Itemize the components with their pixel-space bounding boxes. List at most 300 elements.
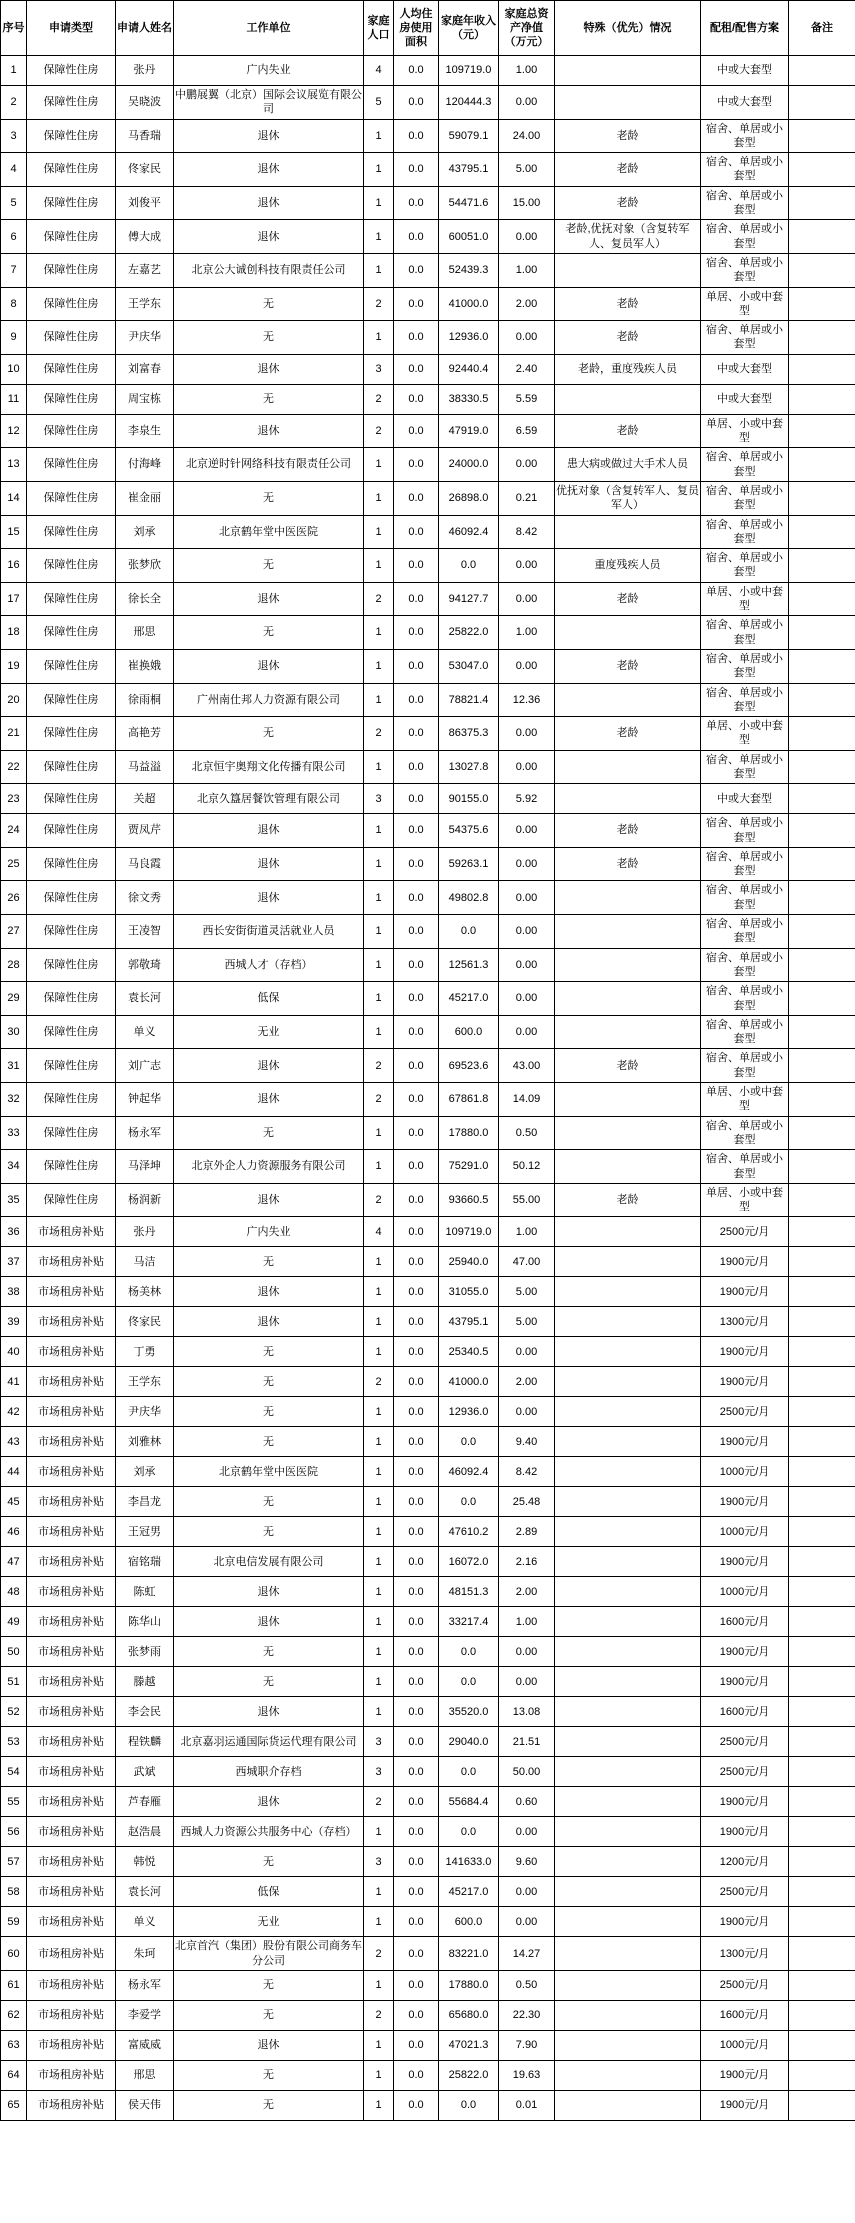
cell-family-size: 3 — [364, 1847, 394, 1877]
cell-remarks — [789, 86, 855, 120]
cell-remarks — [789, 881, 855, 915]
cell-application-type: 保障性住房 — [27, 186, 116, 220]
cell-remarks — [789, 448, 855, 482]
cell-family-annual-income: 31055.0 — [439, 1277, 499, 1307]
cell-special-priority-situation — [555, 1277, 701, 1307]
cell-family-annual-income: 35520.0 — [439, 1697, 499, 1727]
cell-family-net-assets: 0.00 — [499, 448, 555, 482]
table-row — [1, 1150, 855, 1184]
cell-applicant-name: 富威威 — [116, 2031, 174, 2061]
cell-application-type: 保障性住房 — [27, 56, 116, 86]
cell-remarks — [789, 1757, 855, 1787]
cell-remarks — [789, 253, 855, 287]
cell-applicant-name: 李会民 — [116, 1697, 174, 1727]
table-row — [1, 1397, 855, 1427]
cell-application-type: 保障性住房 — [27, 683, 116, 717]
cell-family-net-assets: 21.51 — [499, 1727, 555, 1757]
table-row — [1, 253, 855, 287]
cell-allocation-plan: 2500元/月 — [701, 1971, 789, 2001]
cell-serial-number: 8 — [1, 287, 27, 321]
cell-per-capita-living-area: 0.0 — [394, 1937, 439, 1971]
header-family-annual-income: 家庭年收入（元） — [439, 1, 499, 56]
cell-special-priority-situation: 老龄 — [555, 649, 701, 683]
cell-serial-number: 19 — [1, 649, 27, 683]
cell-per-capita-living-area: 0.0 — [394, 1427, 439, 1457]
table-header — [1, 1, 855, 56]
cell-serial-number: 50 — [1, 1637, 27, 1667]
cell-special-priority-situation: 优抚对象（含复转军人、复员军人） — [555, 481, 701, 515]
header-remarks: 备注 — [789, 1, 855, 56]
cell-special-priority-situation: 老龄 — [555, 186, 701, 220]
cell-serial-number: 40 — [1, 1337, 27, 1367]
cell-family-net-assets: 0.00 — [499, 982, 555, 1016]
cell-special-priority-situation — [555, 1487, 701, 1517]
cell-allocation-plan: 宿舍、单居或小套型 — [701, 948, 789, 982]
cell-remarks — [789, 814, 855, 848]
cell-family-annual-income: 12936.0 — [439, 321, 499, 355]
cell-remarks — [789, 1907, 855, 1937]
cell-family-annual-income: 47610.2 — [439, 1517, 499, 1547]
table-row — [1, 1607, 855, 1637]
cell-family-net-assets: 0.00 — [499, 915, 555, 949]
table-row — [1, 1337, 855, 1367]
cell-work-unit: 无业 — [174, 1907, 364, 1937]
cell-family-net-assets: 24.00 — [499, 119, 555, 153]
cell-applicant-name: 王凌智 — [116, 915, 174, 949]
cell-application-type: 市场租房补贴 — [27, 1847, 116, 1877]
cell-applicant-name: 马洁 — [116, 1247, 174, 1277]
cell-work-unit: 退休 — [174, 119, 364, 153]
cell-special-priority-situation — [555, 253, 701, 287]
cell-work-unit: 无 — [174, 1971, 364, 2001]
cell-application-type: 市场租房补贴 — [27, 1817, 116, 1847]
cell-work-unit: 无 — [174, 616, 364, 650]
cell-work-unit: 退休 — [174, 1183, 364, 1217]
cell-application-type: 保障性住房 — [27, 119, 116, 153]
cell-application-type: 保障性住房 — [27, 448, 116, 482]
cell-family-size: 1 — [364, 915, 394, 949]
cell-application-type: 市场租房补贴 — [27, 1517, 116, 1547]
cell-application-type: 保障性住房 — [27, 1116, 116, 1150]
cell-family-size: 2 — [364, 717, 394, 751]
cell-serial-number: 56 — [1, 1817, 27, 1847]
cell-application-type: 保障性住房 — [27, 354, 116, 384]
table-row — [1, 1217, 855, 1247]
cell-family-annual-income: 53047.0 — [439, 649, 499, 683]
cell-family-annual-income: 25340.5 — [439, 1337, 499, 1367]
cell-allocation-plan: 宿舍、单居或小套型 — [701, 1049, 789, 1083]
header-special-priority-situation: 特殊（优先）情况 — [555, 1, 701, 56]
table-row — [1, 220, 855, 254]
cell-family-size: 1 — [364, 119, 394, 153]
cell-serial-number: 47 — [1, 1547, 27, 1577]
cell-family-size: 1 — [364, 1877, 394, 1907]
cell-work-unit: 西城人才（存档） — [174, 948, 364, 982]
cell-serial-number: 10 — [1, 354, 27, 384]
cell-applicant-name: 滕越 — [116, 1667, 174, 1697]
cell-work-unit: 退休 — [174, 1577, 364, 1607]
cell-allocation-plan: 宿舍、单居或小套型 — [701, 1015, 789, 1049]
cell-family-net-assets: 0.60 — [499, 1787, 555, 1817]
cell-special-priority-situation — [555, 1150, 701, 1184]
cell-allocation-plan: 宿舍、单居或小套型 — [701, 253, 789, 287]
cell-family-annual-income: 48151.3 — [439, 1577, 499, 1607]
cell-special-priority-situation — [555, 881, 701, 915]
table-row — [1, 582, 855, 616]
cell-applicant-name: 尹庆华 — [116, 1397, 174, 1427]
table-row — [1, 2061, 855, 2091]
cell-special-priority-situation: 老龄 — [555, 814, 701, 848]
cell-work-unit: 退休 — [174, 2031, 364, 2061]
cell-remarks — [789, 1847, 855, 1877]
table-row — [1, 287, 855, 321]
cell-family-net-assets: 8.42 — [499, 1457, 555, 1487]
cell-family-net-assets: 0.00 — [499, 582, 555, 616]
cell-allocation-plan: 1900元/月 — [701, 1547, 789, 1577]
cell-family-annual-income: 12561.3 — [439, 948, 499, 982]
cell-family-size: 1 — [364, 515, 394, 549]
cell-family-size: 3 — [364, 784, 394, 814]
cell-per-capita-living-area: 0.0 — [394, 1907, 439, 1937]
cell-per-capita-living-area: 0.0 — [394, 1757, 439, 1787]
cell-applicant-name: 关超 — [116, 784, 174, 814]
cell-allocation-plan: 单居、小或中套型 — [701, 582, 789, 616]
cell-per-capita-living-area: 0.0 — [394, 56, 439, 86]
cell-allocation-plan: 1900元/月 — [701, 1367, 789, 1397]
cell-per-capita-living-area: 0.0 — [394, 515, 439, 549]
table-row — [1, 1183, 855, 1217]
cell-special-priority-situation — [555, 1667, 701, 1697]
cell-family-size: 2 — [364, 287, 394, 321]
cell-applicant-name: 刘广志 — [116, 1049, 174, 1083]
cell-remarks — [789, 2031, 855, 2061]
cell-serial-number: 43 — [1, 1427, 27, 1457]
cell-serial-number: 6 — [1, 220, 27, 254]
cell-family-net-assets: 0.00 — [499, 86, 555, 120]
cell-applicant-name: 王学东 — [116, 1367, 174, 1397]
cell-special-priority-situation — [555, 1116, 701, 1150]
cell-family-net-assets: 0.00 — [499, 1817, 555, 1847]
cell-family-annual-income: 67861.8 — [439, 1083, 499, 1117]
cell-applicant-name: 袁长河 — [116, 982, 174, 1016]
cell-special-priority-situation: 重度残疾人员 — [555, 549, 701, 583]
cell-family-annual-income: 59079.1 — [439, 119, 499, 153]
cell-family-size: 2 — [364, 1367, 394, 1397]
cell-work-unit: 广内失业 — [174, 1217, 364, 1247]
table-row — [1, 1667, 855, 1697]
cell-remarks — [789, 1307, 855, 1337]
cell-special-priority-situation — [555, 2031, 701, 2061]
cell-work-unit: 退休 — [174, 1607, 364, 1637]
cell-application-type: 市场租房补贴 — [27, 1787, 116, 1817]
table-row — [1, 1307, 855, 1337]
cell-family-net-assets: 5.00 — [499, 1277, 555, 1307]
cell-serial-number: 24 — [1, 814, 27, 848]
cell-remarks — [789, 1877, 855, 1907]
cell-allocation-plan: 中或大套型 — [701, 56, 789, 86]
cell-allocation-plan: 宿舍、单居或小套型 — [701, 616, 789, 650]
cell-application-type: 保障性住房 — [27, 750, 116, 784]
cell-applicant-name: 崔换娥 — [116, 649, 174, 683]
cell-family-annual-income: 43795.1 — [439, 1307, 499, 1337]
cell-family-net-assets: 1.00 — [499, 56, 555, 86]
cell-applicant-name: 杨润新 — [116, 1183, 174, 1217]
cell-remarks — [789, 683, 855, 717]
cell-applicant-name: 李昌龙 — [116, 1487, 174, 1517]
table-row — [1, 649, 855, 683]
cell-allocation-plan: 单居、小或中套型 — [701, 1083, 789, 1117]
cell-application-type: 保障性住房 — [27, 582, 116, 616]
cell-remarks — [789, 1547, 855, 1577]
cell-serial-number: 45 — [1, 1487, 27, 1517]
cell-remarks — [789, 153, 855, 187]
cell-work-unit: 无 — [174, 2001, 364, 2031]
cell-allocation-plan: 1900元/月 — [701, 1487, 789, 1517]
cell-serial-number: 52 — [1, 1697, 27, 1727]
cell-remarks — [789, 287, 855, 321]
cell-serial-number: 63 — [1, 2031, 27, 2061]
cell-per-capita-living-area: 0.0 — [394, 1877, 439, 1907]
cell-applicant-name: 赵浩晨 — [116, 1817, 174, 1847]
cell-family-size: 3 — [364, 354, 394, 384]
cell-application-type: 保障性住房 — [27, 649, 116, 683]
cell-remarks — [789, 1015, 855, 1049]
cell-family-net-assets: 6.59 — [499, 414, 555, 448]
cell-serial-number: 57 — [1, 1847, 27, 1877]
cell-serial-number: 29 — [1, 982, 27, 1016]
table-row — [1, 915, 855, 949]
cell-family-size: 1 — [364, 616, 394, 650]
cell-family-annual-income: 120444.3 — [439, 86, 499, 120]
cell-family-annual-income: 141633.0 — [439, 1847, 499, 1877]
cell-family-annual-income: 41000.0 — [439, 1367, 499, 1397]
cell-family-size: 1 — [364, 2061, 394, 2091]
cell-allocation-plan: 宿舍、单居或小套型 — [701, 847, 789, 881]
cell-serial-number: 17 — [1, 582, 27, 616]
cell-per-capita-living-area: 0.0 — [394, 1397, 439, 1427]
cell-family-net-assets: 8.42 — [499, 515, 555, 549]
cell-family-annual-income: 59263.1 — [439, 847, 499, 881]
cell-family-annual-income: 92440.4 — [439, 354, 499, 384]
cell-family-size: 1 — [364, 1667, 394, 1697]
table-row — [1, 948, 855, 982]
cell-family-net-assets: 0.00 — [499, 549, 555, 583]
cell-work-unit: 西城职介存档 — [174, 1757, 364, 1787]
cell-family-net-assets: 0.00 — [499, 1877, 555, 1907]
cell-remarks — [789, 1667, 855, 1697]
cell-family-annual-income: 52439.3 — [439, 253, 499, 287]
cell-remarks — [789, 481, 855, 515]
cell-application-type: 保障性住房 — [27, 414, 116, 448]
cell-family-size: 1 — [364, 683, 394, 717]
cell-family-size: 1 — [364, 481, 394, 515]
cell-special-priority-situation — [555, 1217, 701, 1247]
cell-special-priority-situation — [555, 515, 701, 549]
table-row — [1, 616, 855, 650]
cell-per-capita-living-area: 0.0 — [394, 1337, 439, 1367]
cell-serial-number: 25 — [1, 847, 27, 881]
cell-work-unit: 无 — [174, 1427, 364, 1457]
cell-per-capita-living-area: 0.0 — [394, 1577, 439, 1607]
cell-remarks — [789, 1817, 855, 1847]
cell-family-size: 1 — [364, 220, 394, 254]
cell-family-size: 4 — [364, 1217, 394, 1247]
cell-family-annual-income: 90155.0 — [439, 784, 499, 814]
cell-special-priority-situation — [555, 2061, 701, 2091]
cell-special-priority-situation — [555, 2001, 701, 2031]
cell-serial-number: 46 — [1, 1517, 27, 1547]
cell-family-annual-income: 25822.0 — [439, 616, 499, 650]
cell-family-size: 2 — [364, 1183, 394, 1217]
cell-allocation-plan: 1900元/月 — [701, 2091, 789, 2121]
header-work-unit: 工作单位 — [174, 1, 364, 56]
cell-family-annual-income: 0.0 — [439, 915, 499, 949]
cell-allocation-plan: 宿舍、单居或小套型 — [701, 321, 789, 355]
cell-special-priority-situation — [555, 1937, 701, 1971]
cell-per-capita-living-area: 0.0 — [394, 1487, 439, 1517]
cell-per-capita-living-area: 0.0 — [394, 683, 439, 717]
cell-work-unit: 无 — [174, 1116, 364, 1150]
cell-work-unit: 无 — [174, 1487, 364, 1517]
cell-applicant-name: 韩悦 — [116, 1847, 174, 1877]
cell-family-net-assets: 0.00 — [499, 1337, 555, 1367]
cell-allocation-plan: 宿舍、单居或小套型 — [701, 1116, 789, 1150]
cell-remarks — [789, 186, 855, 220]
cell-application-type: 保障性住房 — [27, 814, 116, 848]
cell-work-unit: 无 — [174, 2091, 364, 2121]
cell-allocation-plan: 宿舍、单居或小套型 — [701, 220, 789, 254]
cell-applicant-name: 佟家民 — [116, 153, 174, 187]
cell-serial-number: 21 — [1, 717, 27, 751]
cell-applicant-name: 张丹 — [116, 56, 174, 86]
cell-family-annual-income: 46092.4 — [439, 515, 499, 549]
cell-application-type: 市场租房补贴 — [27, 1457, 116, 1487]
cell-family-annual-income: 45217.0 — [439, 1877, 499, 1907]
cell-per-capita-living-area: 0.0 — [394, 1307, 439, 1337]
cell-family-size: 1 — [364, 1337, 394, 1367]
cell-remarks — [789, 915, 855, 949]
cell-special-priority-situation: 老龄 — [555, 847, 701, 881]
cell-work-unit: 北京鹤年堂中医医院 — [174, 1457, 364, 1487]
cell-serial-number: 11 — [1, 384, 27, 414]
cell-special-priority-situation — [555, 1877, 701, 1907]
cell-allocation-plan: 1600元/月 — [701, 2001, 789, 2031]
cell-allocation-plan: 2500元/月 — [701, 1397, 789, 1427]
cell-work-unit: 退休 — [174, 1049, 364, 1083]
cell-allocation-plan: 宿舍、单居或小套型 — [701, 683, 789, 717]
cell-applicant-name: 侯天伟 — [116, 2091, 174, 2121]
header-row — [1, 1, 855, 56]
table-row — [1, 56, 855, 86]
cell-family-size: 2 — [364, 2001, 394, 2031]
cell-per-capita-living-area: 0.0 — [394, 1971, 439, 2001]
cell-remarks — [789, 354, 855, 384]
cell-special-priority-situation — [555, 1787, 701, 1817]
cell-family-net-assets: 5.00 — [499, 1307, 555, 1337]
cell-special-priority-situation — [555, 982, 701, 1016]
cell-family-annual-income: 17880.0 — [439, 1116, 499, 1150]
cell-family-size: 2 — [364, 414, 394, 448]
cell-per-capita-living-area: 0.0 — [394, 1217, 439, 1247]
cell-serial-number: 1 — [1, 56, 27, 86]
cell-applicant-name: 周宝栋 — [116, 384, 174, 414]
cell-applicant-name: 陈华山 — [116, 1607, 174, 1637]
cell-work-unit: 退休 — [174, 1787, 364, 1817]
cell-work-unit: 退休 — [174, 354, 364, 384]
cell-applicant-name: 徐长全 — [116, 582, 174, 616]
cell-family-net-assets: 13.08 — [499, 1697, 555, 1727]
cell-special-priority-situation: 老龄 — [555, 287, 701, 321]
cell-applicant-name: 张梦雨 — [116, 1637, 174, 1667]
cell-remarks — [789, 1183, 855, 1217]
cell-work-unit: 无 — [174, 1847, 364, 1877]
cell-family-size: 1 — [364, 1247, 394, 1277]
cell-applicant-name: 刘承 — [116, 1457, 174, 1487]
cell-family-size: 1 — [364, 649, 394, 683]
cell-special-priority-situation — [555, 1907, 701, 1937]
table-row — [1, 186, 855, 220]
cell-family-size: 1 — [364, 1697, 394, 1727]
cell-special-priority-situation — [555, 1577, 701, 1607]
cell-per-capita-living-area: 0.0 — [394, 1150, 439, 1184]
cell-special-priority-situation — [555, 1727, 701, 1757]
cell-applicant-name: 刘承 — [116, 515, 174, 549]
cell-work-unit: 无 — [174, 1247, 364, 1277]
table-row — [1, 86, 855, 120]
cell-applicant-name: 邢思 — [116, 616, 174, 650]
cell-work-unit: 无 — [174, 1637, 364, 1667]
cell-applicant-name: 马益溢 — [116, 750, 174, 784]
cell-work-unit: 北京逆时针网络科技有限责任公司 — [174, 448, 364, 482]
cell-application-type: 保障性住房 — [27, 153, 116, 187]
cell-application-type: 保障性住房 — [27, 220, 116, 254]
cell-application-type: 保障性住房 — [27, 717, 116, 751]
cell-family-size: 1 — [364, 1307, 394, 1337]
cell-per-capita-living-area: 0.0 — [394, 1517, 439, 1547]
cell-per-capita-living-area: 0.0 — [394, 814, 439, 848]
cell-family-size: 1 — [364, 2031, 394, 2061]
cell-serial-number: 49 — [1, 1607, 27, 1637]
table-row — [1, 153, 855, 187]
cell-application-type: 市场租房补贴 — [27, 2031, 116, 2061]
cell-special-priority-situation — [555, 915, 701, 949]
cell-allocation-plan: 1300元/月 — [701, 1937, 789, 1971]
cell-family-net-assets: 7.90 — [499, 2031, 555, 2061]
cell-serial-number: 48 — [1, 1577, 27, 1607]
cell-family-size: 3 — [364, 1757, 394, 1787]
table-row — [1, 1116, 855, 1150]
cell-application-type: 保障性住房 — [27, 481, 116, 515]
cell-applicant-name: 武斌 — [116, 1757, 174, 1787]
cell-application-type: 市场租房补贴 — [27, 1487, 116, 1517]
cell-work-unit: 退休 — [174, 1277, 364, 1307]
table-row — [1, 1487, 855, 1517]
cell-remarks — [789, 1457, 855, 1487]
table-body — [1, 56, 855, 2121]
cell-allocation-plan: 中或大套型 — [701, 86, 789, 120]
cell-applicant-name: 单义 — [116, 1907, 174, 1937]
cell-allocation-plan: 1000元/月 — [701, 1457, 789, 1487]
cell-serial-number: 51 — [1, 1667, 27, 1697]
cell-work-unit: 无 — [174, 1337, 364, 1367]
table-row — [1, 881, 855, 915]
cell-special-priority-situation — [555, 1083, 701, 1117]
cell-family-annual-income: 109719.0 — [439, 1217, 499, 1247]
cell-family-net-assets: 0.00 — [499, 321, 555, 355]
cell-family-net-assets: 0.00 — [499, 814, 555, 848]
cell-remarks — [789, 1971, 855, 2001]
cell-applicant-name: 徐文秀 — [116, 881, 174, 915]
